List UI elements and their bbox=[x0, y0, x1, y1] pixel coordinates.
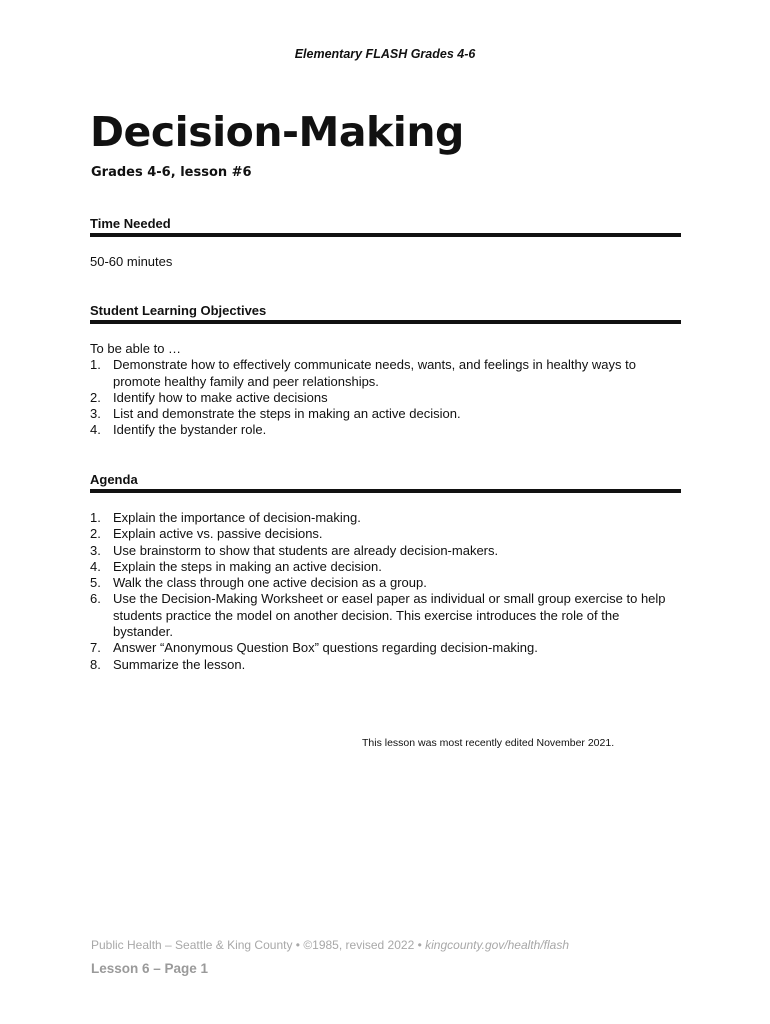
time-needed-value: 50-60 minutes bbox=[90, 254, 173, 269]
objective-item: 1. Demonstrate how to effectively communicate needs, wants, and feelings in healthy ways to promote healthy family and peer relationships. bbox=[90, 357, 636, 389]
footer-link[interactable]: kingcounty.gov/health/flash bbox=[425, 938, 569, 952]
agenda-item: 3. Use brainstorm to show that students are already decision-makers. bbox=[90, 542, 499, 558]
time-needed-heading: Time Needed bbox=[90, 216, 681, 237]
agenda-section bbox=[90, 510, 681, 673]
lesson-title: Decision-Making bbox=[90, 108, 464, 156]
objectives-intro: To be able to … bbox=[90, 341, 182, 356]
agenda-item: 8. Summarize the lesson. bbox=[90, 656, 246, 672]
objective-item: 2. Identify how to make active decisions bbox=[90, 389, 328, 405]
agenda-item: 4. Explain the steps in making an active decision. bbox=[90, 558, 382, 574]
edit-note: This lesson was most recently edited November 2021. bbox=[362, 737, 615, 749]
objectives-list bbox=[90, 357, 681, 438]
agenda-heading: Agenda bbox=[90, 472, 681, 493]
agenda-list bbox=[90, 510, 681, 673]
agenda-item: 7. Answer “Anonymous Question Box” questions regarding decision-making. bbox=[90, 640, 538, 656]
running-header: Elementary FLASH Grades 4-6 bbox=[294, 47, 476, 61]
objectives-heading: Student Learning Objectives bbox=[90, 303, 681, 324]
agenda-item: 5. Walk the class through one active decision as a group. bbox=[90, 575, 427, 591]
objective-item: 3. List and demonstrate the steps in making an active decision. bbox=[90, 406, 461, 422]
objective-item: 4. Identify the bystander role. bbox=[90, 422, 267, 438]
agenda-item: 2. Explain active vs. passive decisions. bbox=[90, 526, 323, 542]
page-label: Lesson 6 – Page 1 bbox=[91, 961, 209, 976]
agenda-item: 6. Use the Decision-Making Worksheet or easel paper as individual or small group exercise to help students practice the model on another decision. This exercise introduces the role of the bystander. bbox=[90, 591, 666, 640]
footer-credit bbox=[91, 938, 569, 952]
objectives-section bbox=[90, 341, 681, 439]
agenda-item: 1. Explain the importance of decision-making. bbox=[90, 510, 361, 525]
footer-org: Public Health – Seattle & King County • ©1985, revised 2022 • bbox=[91, 938, 422, 952]
lesson-subtitle: Grades 4-6, lesson #6 bbox=[91, 165, 252, 180]
